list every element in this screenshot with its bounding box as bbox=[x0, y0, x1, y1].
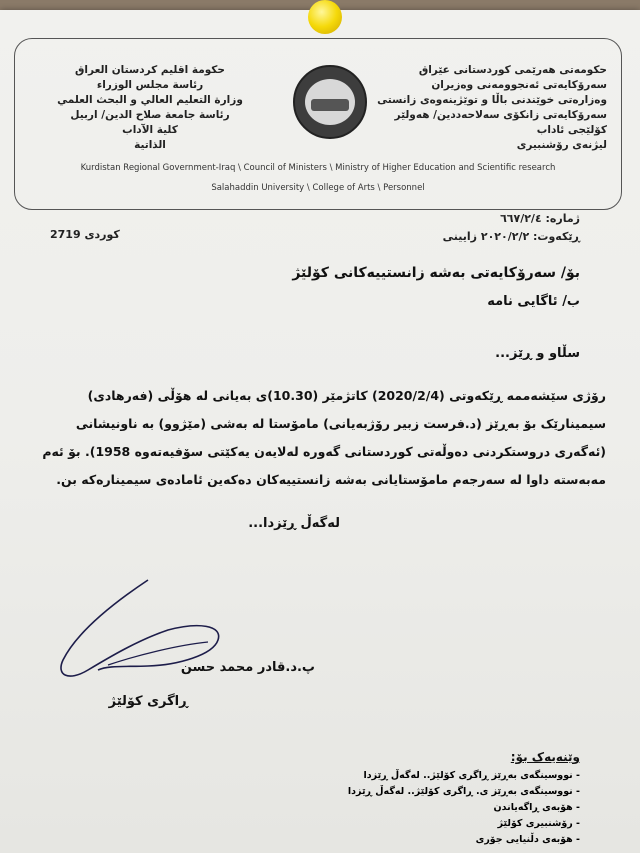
letterhead-arabic bbox=[55, 63, 245, 153]
letterhead-line: کۆلێجی ئاداب bbox=[536, 124, 607, 136]
signer-name: پ.د.قادر محمد حسن bbox=[180, 660, 315, 675]
list-item: - نووسینگەی بەڕێز ڕاگری کۆلێژ.. لەگەڵ ڕێزدا bbox=[363, 770, 580, 781]
letterhead-line: رئاسة مجلس الوزراء bbox=[96, 79, 204, 91]
letter-body: رۆژی سێشەممە ڕێکەوتی (2020/2/4) کاتژمێر (10.30)ی بەیانی لە هۆڵی (فەرهادی) سیمینارێک بۆ بەڕێز (د.فرست زبیر رۆژبەیانی) مامۆستا لە بەشی (مێژوو) بە ناونیشانی (ئەگەری دروستکردنی دەوڵەتی کوردستانی گەورە لەلایەن یەکێتی سۆفیەتەوە 1958). بۆ ئەم مەبەستە داوا لە سەرجەم مامۆستایانی بەشە زانستییەکان دەکەین ئامادەی سیمینارەکە بن. bbox=[42, 388, 606, 487]
recipient: بۆ/ سەرۆکایەتی بەشە زانستییەکانی کۆلێژ bbox=[292, 265, 580, 281]
letterhead-line: كلية الآداب bbox=[122, 124, 178, 136]
university-seal-icon bbox=[293, 65, 367, 139]
copies-title: وێنەیەک بۆ: bbox=[510, 750, 580, 764]
reference-date: ڕێکەوت: ٢٠٢٠/٢/٢ زایینی bbox=[442, 230, 580, 243]
letterhead-line: الذاتية bbox=[134, 139, 166, 151]
letterhead-line: حكومەتی هەرێمی کوردستانی عێراق bbox=[418, 64, 607, 76]
signer-title: ڕاگری کۆلێژ bbox=[108, 694, 188, 709]
letterhead-line: لیژنەی رۆشنبیری bbox=[516, 139, 607, 151]
closing-regards: لەگەڵ ڕێزدا... bbox=[248, 516, 340, 531]
letterhead-line: سەرۆکایەتی ئەنجوومەنی وەزیران bbox=[431, 79, 607, 91]
letterhead-english-line: Salahaddin University \ College of Arts \ Personnel bbox=[211, 183, 425, 193]
list-item: - هۆبەی دڵنیایی جۆری bbox=[475, 834, 580, 845]
copies-list bbox=[348, 768, 580, 848]
list-item: - هۆبەی ڕاگەیاندن bbox=[493, 802, 580, 813]
letterhead-kurdish bbox=[377, 63, 607, 153]
push-pin bbox=[308, 0, 342, 34]
kurdish-year: 2719 کوردی bbox=[50, 228, 120, 241]
greeting: سڵاو و ڕێز... bbox=[495, 346, 580, 361]
reference-number: ژمارە: ٦٦٧/٢/٤ bbox=[500, 212, 580, 225]
letterhead-line: حكومة اقليم كردستان العراق bbox=[75, 64, 225, 76]
letterhead-line: رئاسة جامعة صلاح الدين/ اربيل bbox=[70, 109, 230, 121]
letterhead-english-line: Kurdistan Regional Government-Iraq \ Council of Ministers \ Ministry of Higher Education and Scientific research bbox=[80, 163, 556, 173]
reference-block bbox=[443, 210, 580, 246]
letterhead bbox=[14, 38, 622, 210]
list-item: - نووسینگەی بەڕێز ی. ڕاگری کۆلێژ.. لەگەڵ ڕێزدا bbox=[347, 786, 580, 797]
official-letter bbox=[0, 10, 640, 853]
subject: ب/ ئاگایی نامە bbox=[487, 294, 580, 309]
list-item: - رۆشنبیری کۆلێژ bbox=[497, 818, 580, 829]
letterhead-line: وەزارەتی خوێندنی باڵا و توێژینەوەی زانستی bbox=[377, 94, 607, 106]
letterhead-line: سەرۆکایەتی زانکۆی سەلاحەددین/ هەولێر bbox=[394, 109, 607, 121]
letterhead-line: وزارة التعليم العالي و البحث العلمي bbox=[57, 94, 243, 106]
